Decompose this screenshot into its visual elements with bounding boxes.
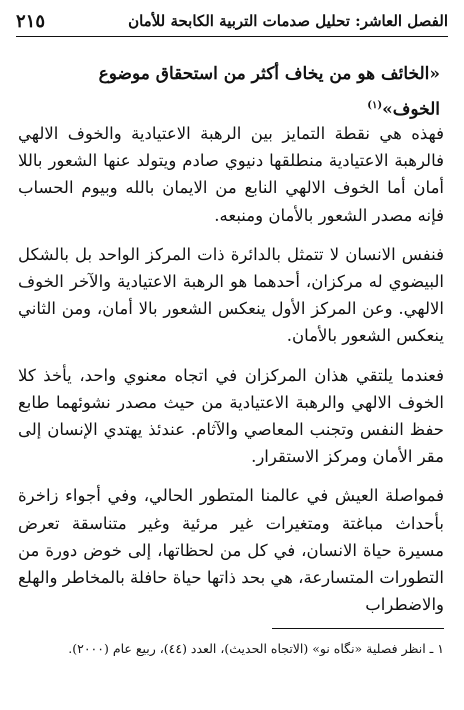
page-number: ٢١٥ bbox=[16, 10, 46, 32]
footnote-reference: (١) bbox=[367, 100, 383, 111]
section-heading-text: «الخائف هو من يخاف أكثر من استحقاق موضوع الخوف» bbox=[98, 64, 440, 120]
paragraph-3: فعندما يلتقي هذان المركزان في اتجاه معنوي واحد، يأخذ كلا الخوف الالهي والرهبة الاعتيادية من حيث مصدر نشوئهما طابع حفظ النفس وتجنب المعاصي والآثام. عندئذ يهتدي الإنسان إلى مقر الأمان ومركز الاستقرار. bbox=[18, 365, 444, 467]
header-divider bbox=[16, 36, 448, 37]
paragraph-1: فهذه هي نقطة التمايز بين الرهبة الاعتيادية والخوف الالهي فالرهبة الاعتيادية منطلقها دنيوي صادم ويتولد عنها الشعور باللا أمان أما الخوف الالهي النابع من الايمان بالله وبيوم الحساب فإنه مصدر الشعور بالأمان ومنبعه. bbox=[18, 124, 444, 225]
paragraph-2: فنفس الانسان لا تتمثل بالدائرة ذات المركز الواحد بل بالشكل البيضوي له مركزان، أحدهما هو الرهبة الاعتيادية والآخر الخوف الالهي. وعن المركز الأول ينعكس الشعور بالا أمان، ومن الثاني ينعكس الشعور بالأمان. bbox=[18, 244, 444, 346]
footnote: ١ ـ انظر فصلية «نگاه نو» (الاتجاه الحديث)، العدد (٤٤)، ربيع عام (٢٠٠٠). bbox=[68, 641, 444, 656]
body-text bbox=[18, 120, 444, 630]
footnote-divider bbox=[272, 628, 444, 629]
chapter-title: الفصل العاشر: تحليل صدمات التربية الكابحة للأمان bbox=[128, 12, 448, 30]
section-heading bbox=[30, 58, 440, 126]
paragraph-4: فمواصلة العيش في عالمنا المتطور الحالي، وفي أجواء زاخرة بأحداث مباغتة ومتغيرات غير مرئية وغير متناسقة تعرض مسيرة حياة الانسان، في كل من لحظاتها، إلى خوض دورة من التطورات المتسارعة، هي بحد ذاتها حياة حافلة بالمخاطر والهلع والاضطراب bbox=[18, 486, 444, 615]
running-header bbox=[16, 8, 448, 34]
